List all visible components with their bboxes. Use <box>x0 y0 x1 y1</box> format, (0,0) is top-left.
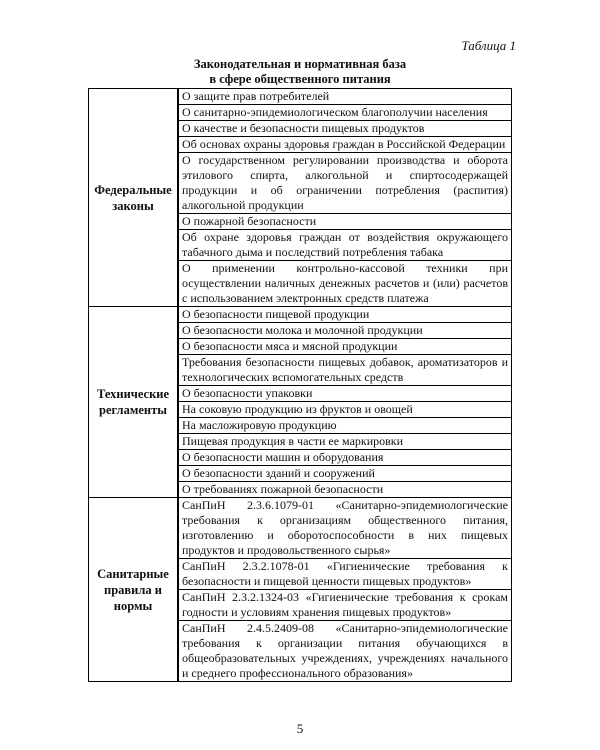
list-item: О применении контрольно-кассовой техники при осуществлении наличных денежных расчетов и (или) расчетов с использованием электронных средств платежа <box>178 260 511 306</box>
list-item: На соковую продукцию из фруктов и овощей <box>178 401 511 417</box>
item-list <box>178 498 511 681</box>
list-item: Требования безопасности пищевых добавок, ароматизаторов и технологических вспомогательных средств <box>178 354 511 385</box>
list-item: СанПиН 2.3.6.1079-01 «Санитарно-эпидемиологические требования к организациям общественного питания, изготовлению и оборотоспособности в них пищевых продуктов и продовольственного сырья» <box>178 498 511 558</box>
section-row-sanitary-rules <box>89 498 512 682</box>
items-cell <box>178 307 512 498</box>
category-cell: Технические регламенты <box>89 307 178 498</box>
list-item: О безопасности зданий и сооружений <box>178 465 511 481</box>
table-title-line-1: Законодательная и нормативная база <box>193 57 407 71</box>
regulatory-table <box>88 88 512 682</box>
list-item: Пищевая продукция в части ее маркировки <box>178 433 511 449</box>
list-item: О пожарной безопасности <box>178 213 511 229</box>
list-item: СанПиН 2.3.2.1078-01 «Гигиенические требования к безопасности и пищевой ценности пищевых продуктов» <box>178 558 511 589</box>
list-item: О защите прав потребителей <box>178 89 511 104</box>
table-title-line-2: в сфере общественного питания <box>209 72 391 86</box>
category-cell: Федеральные законы <box>89 89 178 307</box>
list-item: О безопасности пищевой продукции <box>178 307 511 322</box>
items-cell <box>178 89 512 307</box>
items-cell <box>178 498 512 682</box>
item-list <box>178 307 511 497</box>
section-row-technical-regulations <box>89 307 512 498</box>
list-item: О требованиях пожарной безопасности <box>178 481 511 497</box>
list-item: О безопасности машин и оборудования <box>178 449 511 465</box>
list-item: О безопасности мяса и мясной продукции <box>178 338 511 354</box>
page-number: 5 <box>296 721 304 736</box>
list-item: О санитарно-эпидемиологическом благополучии населения <box>178 104 511 120</box>
list-item: Об охране здоровья граждан от воздействия окружающего табачного дыма и последствий потребления табака <box>178 229 511 260</box>
list-item: На масложировую продукцию <box>178 417 511 433</box>
list-item: О государственном регулировании производства и оборота этилового спирта, алкогольной и спиртосодержащей продукции и об ограничении потребления (распития) алкогольной продукции <box>178 152 511 213</box>
list-item: Об основах охраны здоровья граждан в Российской Федерации <box>178 136 511 152</box>
list-item: О безопасности упаковки <box>178 385 511 401</box>
item-list <box>178 89 511 306</box>
section-row-federal-laws <box>89 89 512 307</box>
list-item: СанПиН 2.3.2.1324-03 «Гигиенические требования к срокам годности и условиям хранения пищевых продуктов» <box>178 589 511 620</box>
list-item: О безопасности молока и молочной продукции <box>178 322 511 338</box>
category-cell: Санитарные правила и нормы <box>89 498 178 682</box>
table-label: Таблица 1 <box>461 38 516 53</box>
list-item: О качестве и безопасности пищевых продуктов <box>178 120 511 136</box>
list-item: СанПиН 2.4.5.2409-08 «Санитарно-эпидемиологические требования к организации питания обучающихся в общеобразовательных учреждениях, учреждениях начального и среднего профессионального образования» <box>178 620 511 681</box>
